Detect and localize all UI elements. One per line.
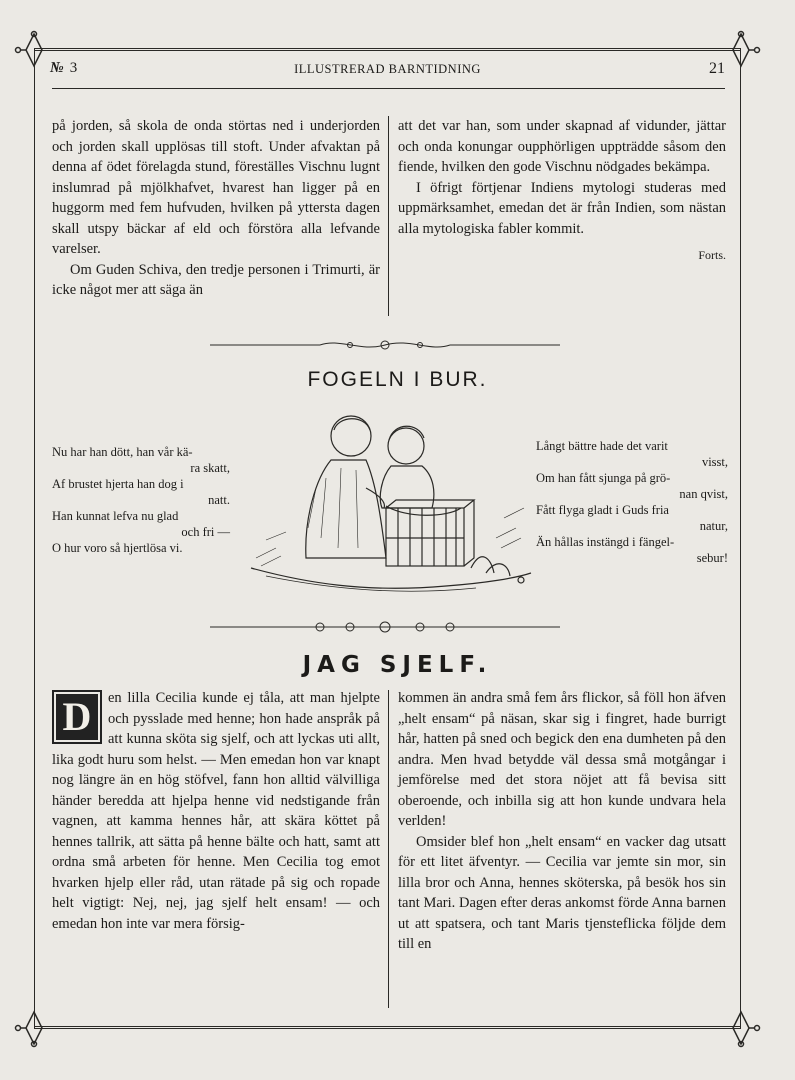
corner-ornament-icon xyxy=(721,1008,761,1048)
poem-line: O hur voro så hjertlösa vi. xyxy=(52,541,183,555)
publication-title: ILLUSTRERAD BARNTIDNING xyxy=(294,62,481,76)
article-right-column xyxy=(398,116,726,266)
poem-line-continuation: natur, xyxy=(699,519,728,533)
frame-top-border xyxy=(34,48,741,51)
corner-ornament-icon xyxy=(14,1008,54,1048)
poem-line: Nu har han dött, han vår kä- xyxy=(52,445,193,459)
header-rule xyxy=(52,88,725,89)
corner-ornament-icon xyxy=(721,30,761,70)
paragraph: på jorden, så skola de onda störtas ned i underjorden och jorden skall upplösas till stoft. Under afvaktan på denna af ödet förelagda stund, föreställes Vischnu lugnt inslumrad på mjölkhafvet, hvarest han ligger på en huggorm med fem hufvuden, hvilken på yttersta dagen skall utspy bäckar af eld och förstöra alla lefvande varelser. xyxy=(52,118,380,257)
story-title: JAG SJELF. xyxy=(302,652,493,678)
children-with-birdcage-illustration xyxy=(246,408,536,598)
separator-ornament-icon xyxy=(200,338,570,352)
continued-note: Forts. xyxy=(698,248,726,262)
poem-line-continuation: visst, xyxy=(701,455,728,469)
paragraph: kommen än andra små fem års flickor, så föll hon äfven „helt ensam“ på näsan, skar sig i fingret, hade burrigt hår, hatten på sned och begick den ena dumheten på den andra. Men hvad betydde väl dessa små motgångar i jemförelse med det stora nöjet att få bevisa sitt oberoende, och inbilla sig att hon kunde undvara hela verlden! xyxy=(398,690,726,829)
separator-ornament-icon xyxy=(200,620,570,634)
poem-right-stanza xyxy=(536,438,728,566)
poem-line-continuation: och fri — xyxy=(181,525,230,539)
paragraph: att det var han, som under skapnad af vidunder, jättar och onda konungar oupphörligen uppträdde såsom den fiende, hvilken den gode Vischnu nödgades bekämpa. xyxy=(398,118,726,175)
story-left-column xyxy=(52,688,380,934)
column-divider xyxy=(388,690,389,1008)
story-right-column xyxy=(398,688,726,955)
poem-line: Än hållas instängd i fängel- xyxy=(536,535,675,549)
poem-line: Om han fått sjunga på grö- xyxy=(536,471,671,485)
paragraph-text: en lilla Cecilia kunde ej tåla, att man hjelpte och pysslade med henne; hon hade anspråk på att kunna sköta sig sjelf, och att lyckas uti allt, lika godt huru som helst. — Men emedan hon var knapt nog längre än en hög stöfvel, fann hon alltid välvilliga händer beredda att hjelpa henne vid nedstigande från vagnen, att kamma hennes hår, att skära köttet på hennes tallrik, att sätta på henne bälte och hatt, samt att ordna små arbeten för henne. Men Cecilia tog emot hvarken hjelp eller råd, utan rätade på sig och ropade helt vigtigt: Nej, nej, jag sjelf helt ensam! — och emedan hon inte var mera försig- xyxy=(52,690,380,932)
poem-line-continuation: ra skatt, xyxy=(190,461,230,475)
paragraph: I öfrigt förtjenar Indiens mytologi studeras med uppmärksamhet, emedan det är från Indien, som nästan alla mytologiska fabler kommit. xyxy=(398,179,726,237)
poem-line-continuation: natt. xyxy=(208,493,230,507)
frame-bottom-border xyxy=(34,1026,741,1029)
poem-line: Fått flyga gladt i Guds fria xyxy=(536,503,669,517)
poem-line: Af brustet hjerta han dog i xyxy=(52,477,184,491)
column-divider xyxy=(388,116,389,316)
paragraph: Om Guden Schiva, den tredje personen i Trimurti, är icke något mer att säga än xyxy=(52,261,380,298)
paragraph: Omsider blef hon „helt ensam“ en vacker dag utsatt för ett litet äfventyr. — Cecilia var jemte sin mor, sin lilla bror och Anna, hennes sköterska, på besök hos sin tant Mari. Dagen efter deras ankomst förde Anna barnen ut att spatsera, och tant Maris tjensteflicka följde dem till en xyxy=(398,833,726,952)
drop-cap: D xyxy=(52,690,102,744)
issue-number: № 3 xyxy=(50,60,78,76)
corner-ornament-icon xyxy=(14,30,54,70)
frame-right-border xyxy=(740,48,741,1028)
poem-title: FOGELN I BUR. xyxy=(307,368,488,391)
poem-line-continuation: sebur! xyxy=(696,551,728,565)
poem-left-stanza xyxy=(52,444,242,556)
poem-line: Långt bättre hade det varit xyxy=(536,439,668,453)
poem-line-continuation: nan qvist, xyxy=(679,487,728,501)
frame-left-border xyxy=(34,48,35,1028)
page-number: 21 xyxy=(709,60,725,77)
article-left-column xyxy=(52,116,380,301)
poem-line: Han kunnat lefva nu glad xyxy=(52,509,179,523)
page-header xyxy=(50,60,725,82)
paragraph xyxy=(52,688,380,934)
